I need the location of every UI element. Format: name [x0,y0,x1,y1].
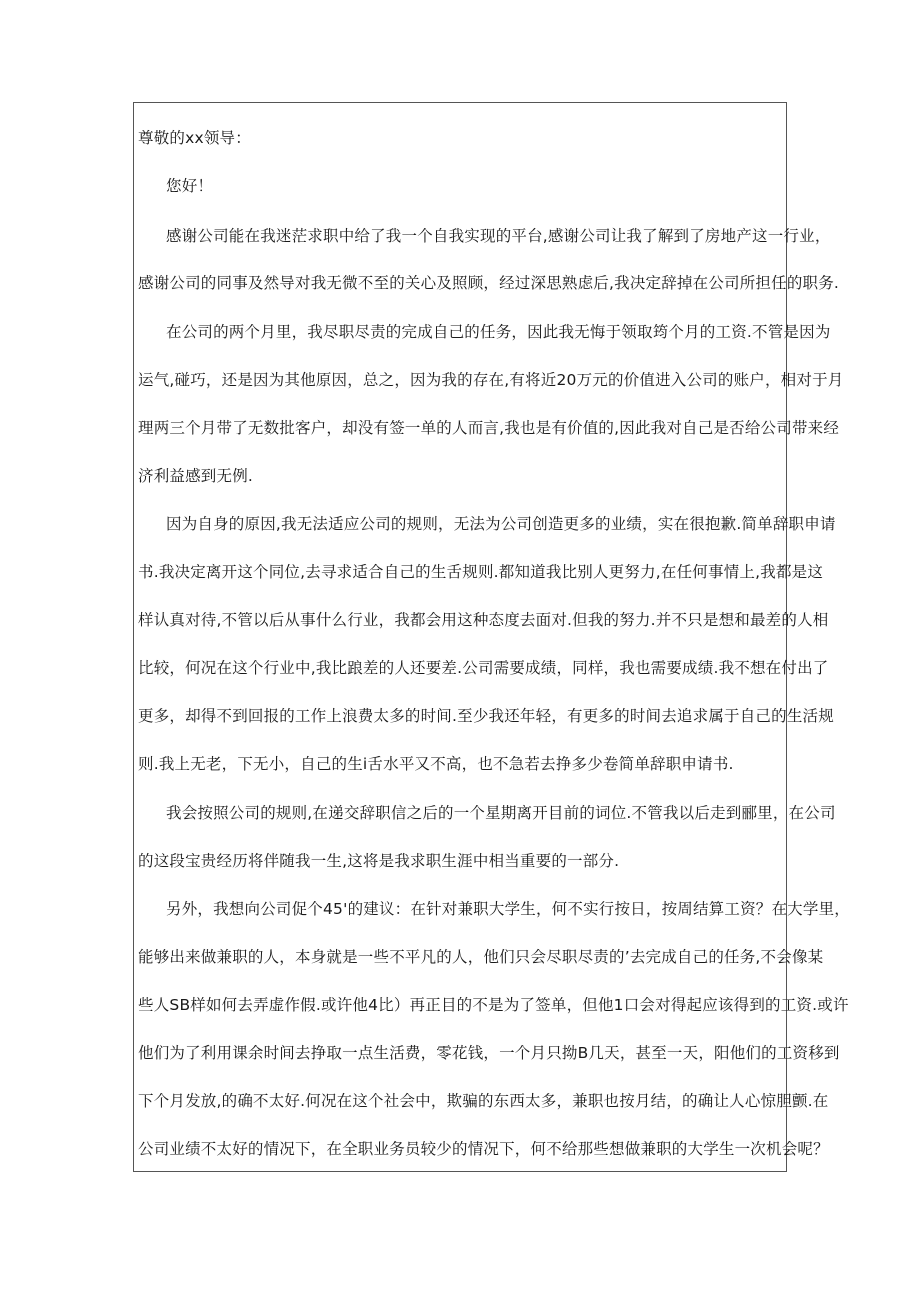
paragraph-1-line-1: 感谢公司能在我迷茫求职中给了我一个自我实现的平台,感谢公司让我了解到了房地产这一行业， [166,227,831,245]
paragraph-5-line-6: 公司业绩不太好的情况下，在全职业务员较少的情况下，何不给那些想做兼职的大学生一次机会呢？ [138,1140,829,1158]
paragraph-2-line-4: 济利益感到无例. [138,467,254,485]
paragraph-3-line-3: 样认真对待,不管以后从事什么行业，我都会用这种态度去面对.但我的努力.并不只是想和最差的人相 [138,611,829,629]
paragraph-2-line-2: 运气,碰巧，还是因为其他原因，总之，因为我的存在,有将近20万元的价值进入公司的账户，相对于月 [138,371,844,389]
paragraph-2-line-3: 理两三个月带了无数批客户，却没有签一单的人而言,我也是有价值的,因此我对自己是否给公司带来经 [138,419,840,437]
greeting: 您好！ [166,177,214,195]
paragraph-3-line-5: 更多，却得不到回报的工作上浪费太多的时间.至少我还年轻，有更多的时间去追求属于自己的生活规 [138,707,834,725]
paragraph-4-line-2: 的这段宝贵经历将伴随我一生,这将是我求职生涯中相当重要的一部分. [138,852,620,870]
paragraph-4-line-1: 我会按照公司的规则,在递交辞职信之后的一个星期离开目前的词位.不管我以后走到郦里，在公司 [166,804,836,822]
paragraph-1-line-2: 感谢公司的同事及然导对我无微不至的关心及照顾，经过深思熟虑后,我决定辞掉在公司所担任的职务. [138,274,840,292]
paragraph-3-line-2: 书.我决定离开这个同位,去寻求适合自己的生舌规则.都知道我比别人更努力,在任何事情上,我都是这 [138,563,824,581]
salutation: 尊敬的xx领导： [138,129,251,147]
paragraph-5-line-2: 能够出来做兼职的人，本身就是一些不平凡的人，他们只会尽职尽责的’去完成自己的任务,不会像某 [138,948,824,966]
paragraph-2-line-1: 在公司的两个月里，我尽职尽责的完成自己的任务，因此我无悔于领取筠个月的工资.不管是因为 [166,323,831,341]
paragraph-5-line-4: 他们为了利用课余时间去挣取一点生活费，零花钱，一个月只拗B几天，甚至一天，阳他们的工资移到 [138,1044,840,1062]
paragraph-3-line-6: 则.我上无老，下无小，自己的生i舌水平又不高，也不急若去挣多少卷简单辞职申请书. [138,755,734,773]
paragraph-5-line-1: 另外，我想向公司促个45'的建议：在针对兼职大学生，何不实行按日，按周结算工资？在大学里， [166,900,850,918]
paragraph-3-line-4: 比较，何况在这个行业中,我比踉差的人还要差.公司需要成绩，同样，我也需要成绩.我不想在付出了 [138,659,829,677]
paragraph-3-line-1: 因为自身的原因,我无法适应公司的规则，无法为公司创造更多的业绩，实在很抱歉.简单辞职申请 [166,515,836,533]
paragraph-5-line-5: 下个月发放,的确不太好.何况在这个社会中，欺骗的东西太多，兼职也按月结，的确让人心惊胆颤.在 [138,1092,829,1110]
paragraph-5-line-3: 些人SB样如何去弄虚作假.或许他4比）再正目的不是为了签单，但他1口会对得起应该得到的工资.或许 [138,996,849,1014]
